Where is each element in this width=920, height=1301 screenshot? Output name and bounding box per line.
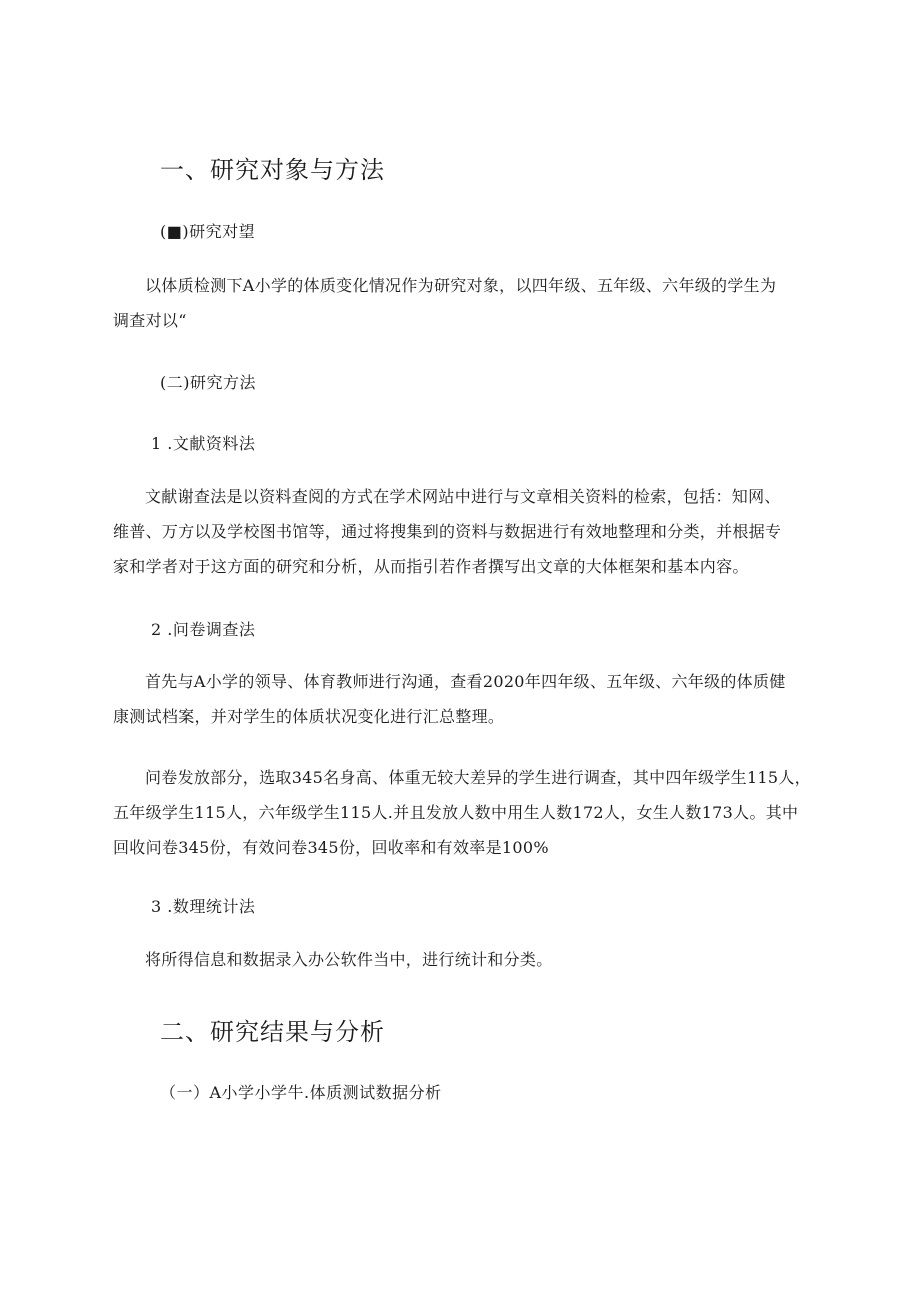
paragraph-research-object: [113, 268, 813, 338]
paragraph-line: 文献谢查法是以资料查阅的方式在学术网站中进行与文章相关资料的检索，包括：知网、: [145, 487, 781, 506]
paragraph-line: 家和学者对于这方面的研究和分析，从而指引若作者撰写出文章的大体框架和基本内容。: [113, 557, 749, 576]
subsection-1-1-heading: (■)研究对望: [160, 222, 256, 241]
section-2-title: 二、研究结果与分析: [160, 1018, 385, 1046]
subsection-2-1-heading: （一）A小学小学牛.体质测试数据分析: [160, 1083, 442, 1102]
subsection-1-2-heading: (二)研究方法: [160, 373, 256, 392]
paragraph-line: 问卷发放部分，选取345名身高、体重无较大差异的学生进行调查，其中四年级学生115人，: [145, 768, 811, 787]
paragraph-line: 康测试档案，并对学生的体质状况变化进行汇总整理。: [113, 707, 505, 726]
paragraph-questionnaire-2: [113, 760, 813, 865]
paragraph-statistics-method: [113, 942, 813, 977]
method-2-heading: 2 .问卷调查法: [151, 620, 256, 639]
section-1-title: 一、研究对象与方法: [160, 156, 385, 184]
paragraph-line: 回收问卷345份，有效问卷345份，回收率和有效率是100%: [113, 838, 549, 857]
paragraph-line: 调查对以“: [113, 311, 187, 330]
paragraph-line: 将所得信息和数据录入办公软件当中，进行统计和分类。: [145, 950, 553, 969]
paragraph-line: 维普、万方以及学校图书馆等，通过将搜集到的资料与数据进行有效地整理和分类，并根据专: [113, 522, 782, 541]
paragraph-line: 以体质检测下A小学的体质变化情况作为研究对象，以四年级、五年级、六年级的学生为: [145, 276, 777, 295]
paragraph-line: 五年级学生115人，六年级学生115人.并且发放人数中用生人数172人，女生人数173人。其中: [113, 803, 799, 822]
paragraph-literature-method: [113, 479, 813, 584]
method-3-heading: 3 .数理统计法: [151, 897, 256, 916]
paragraph-questionnaire-1: [113, 664, 813, 734]
paragraph-line: 首先与A小学的领导、体育教师进行沟通，查看2020年四年级、五年级、六年级的体质健: [145, 672, 786, 691]
method-1-heading: 1 .文献资料法: [151, 434, 256, 453]
